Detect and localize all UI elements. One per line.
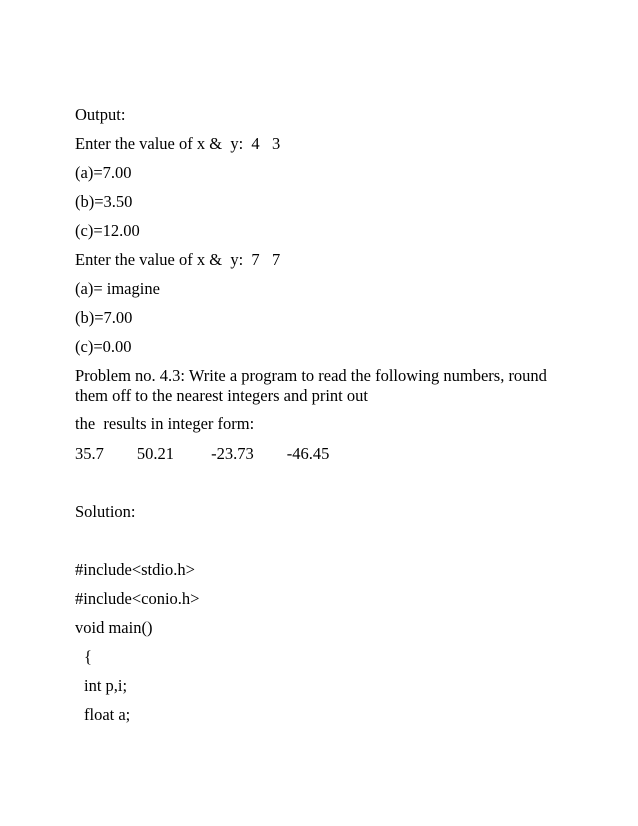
code-line: #include<conio.h> <box>75 589 200 608</box>
problem-continuation: the results in integer form: <box>75 414 255 433</box>
code-line: { <box>84 647 92 666</box>
code-line: #include<stdio.h> <box>75 560 195 579</box>
run1-prompt: Enter the value of x & y: 4 3 <box>75 134 281 153</box>
run1-result-a: (a)=7.00 <box>75 163 132 182</box>
problem-statement: Problem no. 4.3: Write a program to read the following numbers, round them off to the nearest integers and print out <box>75 366 547 405</box>
run2-prompt: Enter the value of x & y: 7 7 <box>75 250 281 269</box>
code-line: void main() <box>75 618 153 637</box>
run2-result-a: (a)= imagine <box>75 279 160 298</box>
problem-numbers: 35.7 50.21 -23.73 -46.45 <box>75 444 330 463</box>
run1-result-c: (c)=12.00 <box>75 221 140 240</box>
run2-result-b: (b)=7.00 <box>75 308 133 327</box>
code-line: float a; <box>84 705 131 724</box>
run2-result-c: (c)=0.00 <box>75 337 132 356</box>
output-heading: Output: <box>75 105 126 124</box>
code-line: int p,i; <box>84 676 128 695</box>
solution-heading: Solution: <box>75 502 136 521</box>
run1-result-b: (b)=3.50 <box>75 192 133 211</box>
